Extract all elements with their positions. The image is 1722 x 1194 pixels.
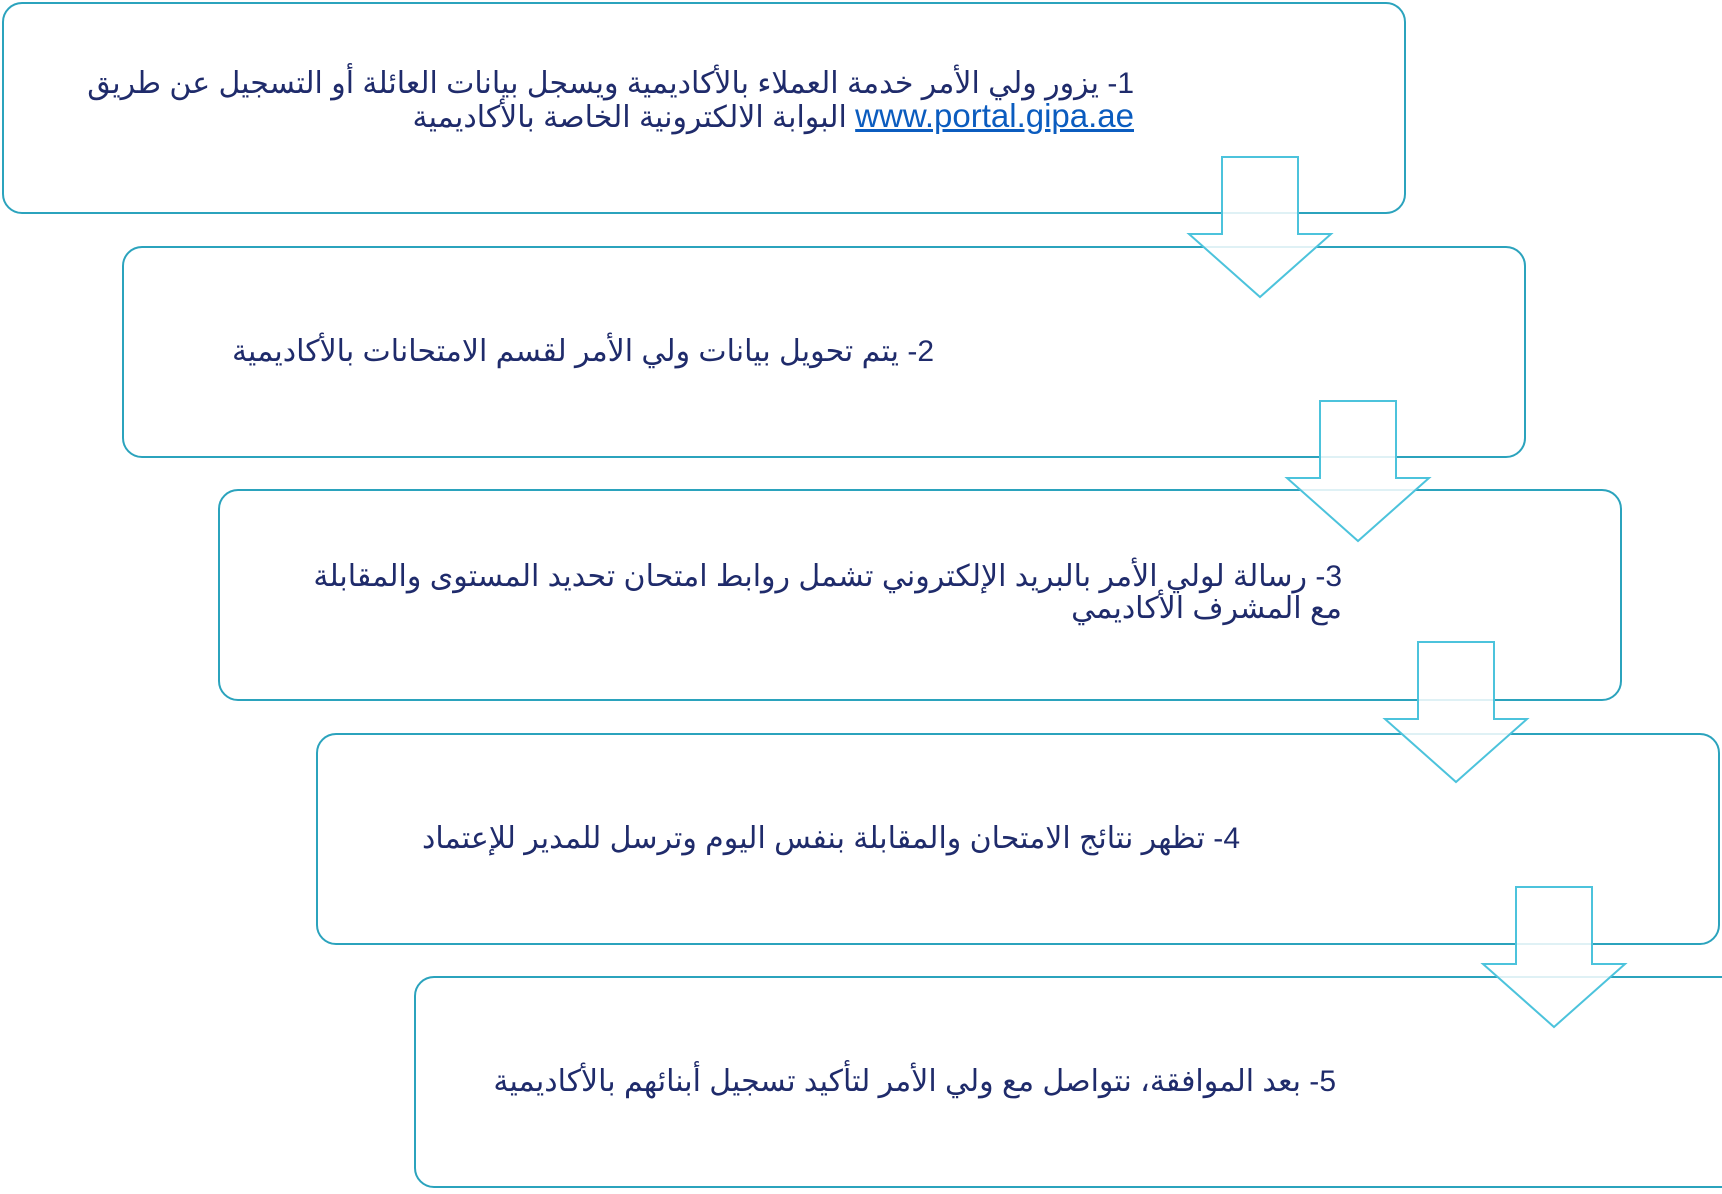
down-arrow-icon	[1287, 401, 1429, 541]
step-3-line2: مع المشرف الأكاديمي	[1071, 592, 1342, 625]
down-arrow-icon	[1385, 642, 1527, 782]
step-2-line1: 2- يتم تحويل بيانات ولي الأمر لقسم الامتحانات بالأكاديمية	[231, 335, 934, 368]
step-5-line1: 5- بعد الموافقة، نتواصل مع ولي الأمر لتأكيد تسجيل أبنائهم بالأكاديمية	[493, 1065, 1336, 1098]
down-arrow-icon	[1483, 887, 1625, 1027]
step-4-line1: 4- تظهر نتائج الامتحان والمقابلة بنفس اليوم وترسل للمدير للإعتماد	[422, 822, 1240, 855]
step-1-line1: 1- يزور ولي الأمر خدمة العملاء بالأكاديمية ويسجل بيانات العائلة أو التسجيل عن طريق	[87, 67, 1134, 100]
step-3-line1: 3- رسالة لولي الأمر بالبريد الإلكتروني تشمل روابط امتحان تحديد المستوى والمقابلة	[313, 560, 1342, 593]
step-1-line2-text: البوابة الالكترونية الخاصة بالأكاديمية	[412, 101, 847, 134]
portal-link[interactable]: www.portal.gipa.ae	[855, 97, 1134, 134]
down-arrow-icon	[1189, 157, 1331, 297]
